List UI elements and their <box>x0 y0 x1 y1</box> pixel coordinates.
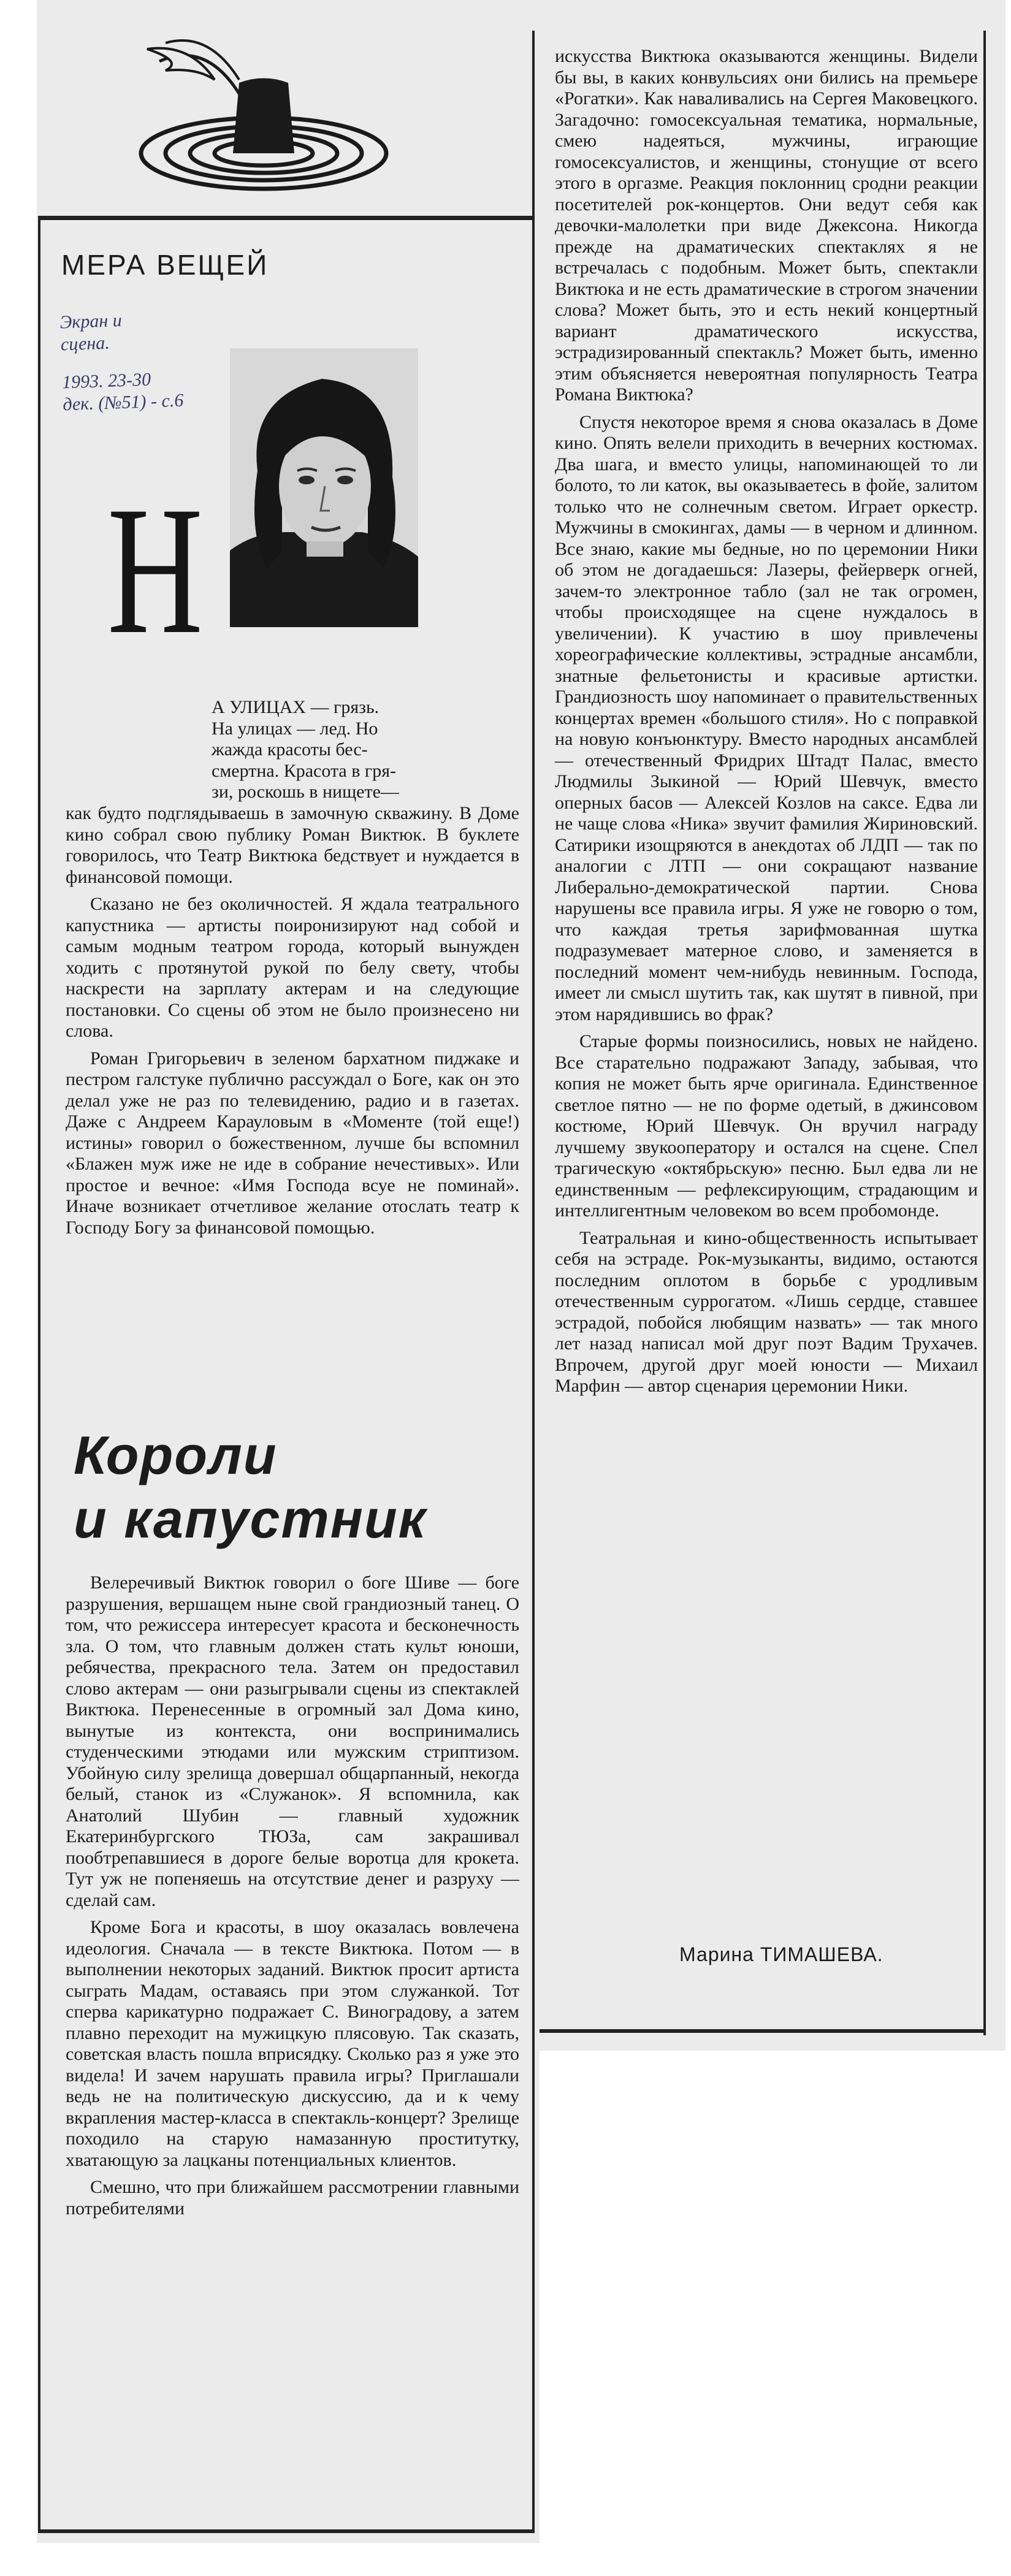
section-heading: МЕРА ВЕЩЕЙ <box>61 249 269 281</box>
column-2 <box>555 46 978 1403</box>
column-rule-middle <box>532 31 535 2532</box>
drop-cap: Н <box>107 468 203 672</box>
lead-lines <box>212 697 518 803</box>
lead-line: А УЛИЦАХ — грязь. <box>212 697 380 717</box>
handwritten-line: 1993. 23-30 <box>61 369 151 393</box>
quill-inkwell-icon <box>123 25 392 196</box>
column-rule-right <box>983 31 986 2035</box>
paragraph: Театральная и кино-общественность испытывает себя на эстраде. Рок-музыканты, видимо, остаются последним оплотом в борьбе с уродливым отечественным суррогатом. «Лишь сердце, ставшее эстрадой, побойся любящим назвать» — так много лет назад написал мой друг поэт Вадим Трухачев. Впрочем, другой друг моей юности — Михаил Марфин — автор сценария церемонии Ники. <box>555 1227 978 1396</box>
bottom-rule-left <box>38 2529 535 2533</box>
handwritten-note <box>59 308 184 416</box>
paragraph: как будто подглядываешь в замочную скважину. В Доме кино собрал свою публику Роман Виктюк. В буклете говорилось, что Театр Виктюка бедствует и нуждается в финансовой помощи. <box>66 803 519 887</box>
paragraph: Смешно, что при ближайшем рассмотрении главными потребителями <box>66 2177 519 2219</box>
author-photo <box>230 348 418 627</box>
paragraph: Кроме Бога и красоты, в шоу оказалась вовлечена идеология. Сначала — в тексте Виктюка. Потом — в выполнении некоторых заданий. Виктюк просит артиста сыграть Мадам, оставаясь при этом служанкой. Тот сперва карикатурно подражает С. Виноградову, а затем плавно переходит на мужицкую плясовую. Так сказать, советская власть пошла вприсядку. Сколько раз я уже это видела! И зачем нарушать правила игры? Приглашали ведь не на политическую дискуссию, да и к чему вкрапления мастер-класса в спектакль-концерт? Зрелище походило на старую намазанную проститутку, хватающую за лацканы потенциальных клиентов. <box>66 1917 519 2170</box>
article-title-line: Короли <box>74 1425 278 1485</box>
article-title-line: и капустник <box>74 1488 427 1549</box>
paragraph: Сказано не без околичностей. Я ждала театрального капустника — артисты поиронизируют над собой и самым модным театром города, который вынужден ходить с протянутой рукой по белу свету, чтобы наскрести на зарплату актерам и на следующие постановки. Со сцены об этом не было произнесено ни слова. <box>66 894 519 1041</box>
paragraph: Велеречивый Виктюк говорил о боге Шиве — боге разрушения, вершащем ныне свой грандиозный танец. О том, что режиссера интересует красота и бесконечность зла. О том, что главным должен стать культ юноши, ребячества, прекрасного тела. Затем он предоставил слово актерам — они разыгрывали сцены из спектаклей Виктюка. Перенесенные в огромный зал Дома кино, вынутые из контекста, они воспринимались студенческими этюдами или мужским стриптизом. Убойную силу зрелища довершал общарпанный, некогда белый, станок из «Служанок». Я вспомнила, как Анатолий Шубин — главный художник Екатеринбургского ТЮЗа, сам закрашивал пообтрепавшиеся в дороге белые воротца для крокета. Тут уж не попеняешь на отсутствие денег и разруху — сделай сам. <box>66 1572 519 1910</box>
bottom-rule-right <box>540 2029 986 2033</box>
paragraph: Спустя некоторое время я снова оказалась в Доме кино. Опять велели приходить в вечерних костюмах. Два шага, и вместо улицы, напоминающей то ли болото, то ли каток, вы оказываетесь в фойе, залитом только что не солнечным светом. Играет оркестр. Мужчины в смокингах, дамы — в черном и длинном. Все знаю, какие мы бедные, но по церемонии Ники об этом не догадаешься: Лазеры, фейерверк огней, зачем-то электронное табло (зал не так огромен, чтобы происходящее на сцене нуждалось в увеличении). К участию в шоу привлечены хореографические коллективы, эстрадные ансамбли, знатные фельетонисты и красивые артистки. Грандиозность шоу напоминает о правительственных концертах времен «большого стиля». Но с поправкой на новую конъюнктуру. Вместо народных ансамблей — отечественный Фридрих Штадт Палас, вместо Людмилы Зыкиной — Юрий Шевчук, вместо оперных басов — Алексей Козлов на саксе. Едва ли не чаще слова «Ника» звучит фамилия Жириновский. Сатирики изощряются в анекдотах об ЛДП — так по аналогии с ЛТП — они сокращают название Либерально-демократической партии. Снова нарушены все правила игры. Я уже не говорю о том, что каждая третья зарифмованная шутка подразумевает матерное слово, и заменяется в последний момент чем-нибудь невинным. Господа, имеет ли смысл шутить так, как шутят в пивной, при этом нарядившись во фрак? <box>555 411 978 1024</box>
column-1-upper <box>66 803 519 1244</box>
author-byline: Марина ТИМАШЕВА. <box>679 1943 883 1965</box>
lead-line: На улицах — лед. Но <box>212 718 378 739</box>
header-rule <box>38 216 533 220</box>
handwritten-line: дек. (№51) - с.6 <box>62 390 184 415</box>
lead-line: зи, роскошь в нищете— <box>212 782 399 802</box>
paragraph: Роман Григорьевич в зеленом бархатном пиджаке и пестром галстуке публично рассуждал о Боге, как он это делал уже не раз по телевидению, радио и в газетах. Даже с Андреем Карауловым в «Моменте (той еще!) истины» говорил о божественном, лучше бы вспомнил «Блажен муж иже не иде в собрание нечестивых». Или простое и вечное: «Имя Господа всуе не поминай». Иначе возникает отчетливое желание отослать театр к Господу Богу за финансовой помощью. <box>66 1048 519 1238</box>
column-rule-left <box>38 216 40 2533</box>
article-title <box>74 1422 427 1552</box>
handwritten-line: Экран и <box>59 310 123 333</box>
paragraph: Старые формы поизносились, новых не найдено. Все старательно подражают Западу, забывая, что копия не может быть ярче оригинала. Единственное светлое пятно — не по форме одетый, в джинсовом костюме, Юрий Шевчук. Он вручил награду лучшему звукооператору и остался на сцене. Спел трагическую «октябрьскую» песню. Был едва ли не единственным — рефлексирующим, страдающим и интеллигентным человеком во всем пробомонде. <box>555 1031 978 1221</box>
paragraph: искусства Виктюка оказываются женщины. Видели бы вы, в каких конвульсиях они бились на премьере «Рогатки». Как наваливались на Сергея Маковецкого. Загадочно: гомосексуальная тематика, нормальные, смею надеяться, мужчины, играющие гомосексуалистов, и женщины, стонущие от всего этого в оргазме. Реакция поклонниц сродни реакции посетителей рок-концертов. Они ведут себя как девочки-малолетки при виде Джексона. Никогда прежде на драматических спектаклях я не встречалась с подобным. Может быть, спектакли Виктюка и не есть драматические в строгом значении слова? Может быть, это и есть некий концертный вариант драматического искусства, эстрадизированный спектакль? Может быть, именно этим объясняется невероятная популярность Театра Романа Виктюка? <box>555 46 978 405</box>
lead-line: жажда красоты бес- <box>212 739 368 760</box>
handwritten-line: сцена. <box>60 332 110 355</box>
lead-line: смертна. Красота в гря- <box>212 760 396 781</box>
column-1-lower <box>66 1572 519 2225</box>
